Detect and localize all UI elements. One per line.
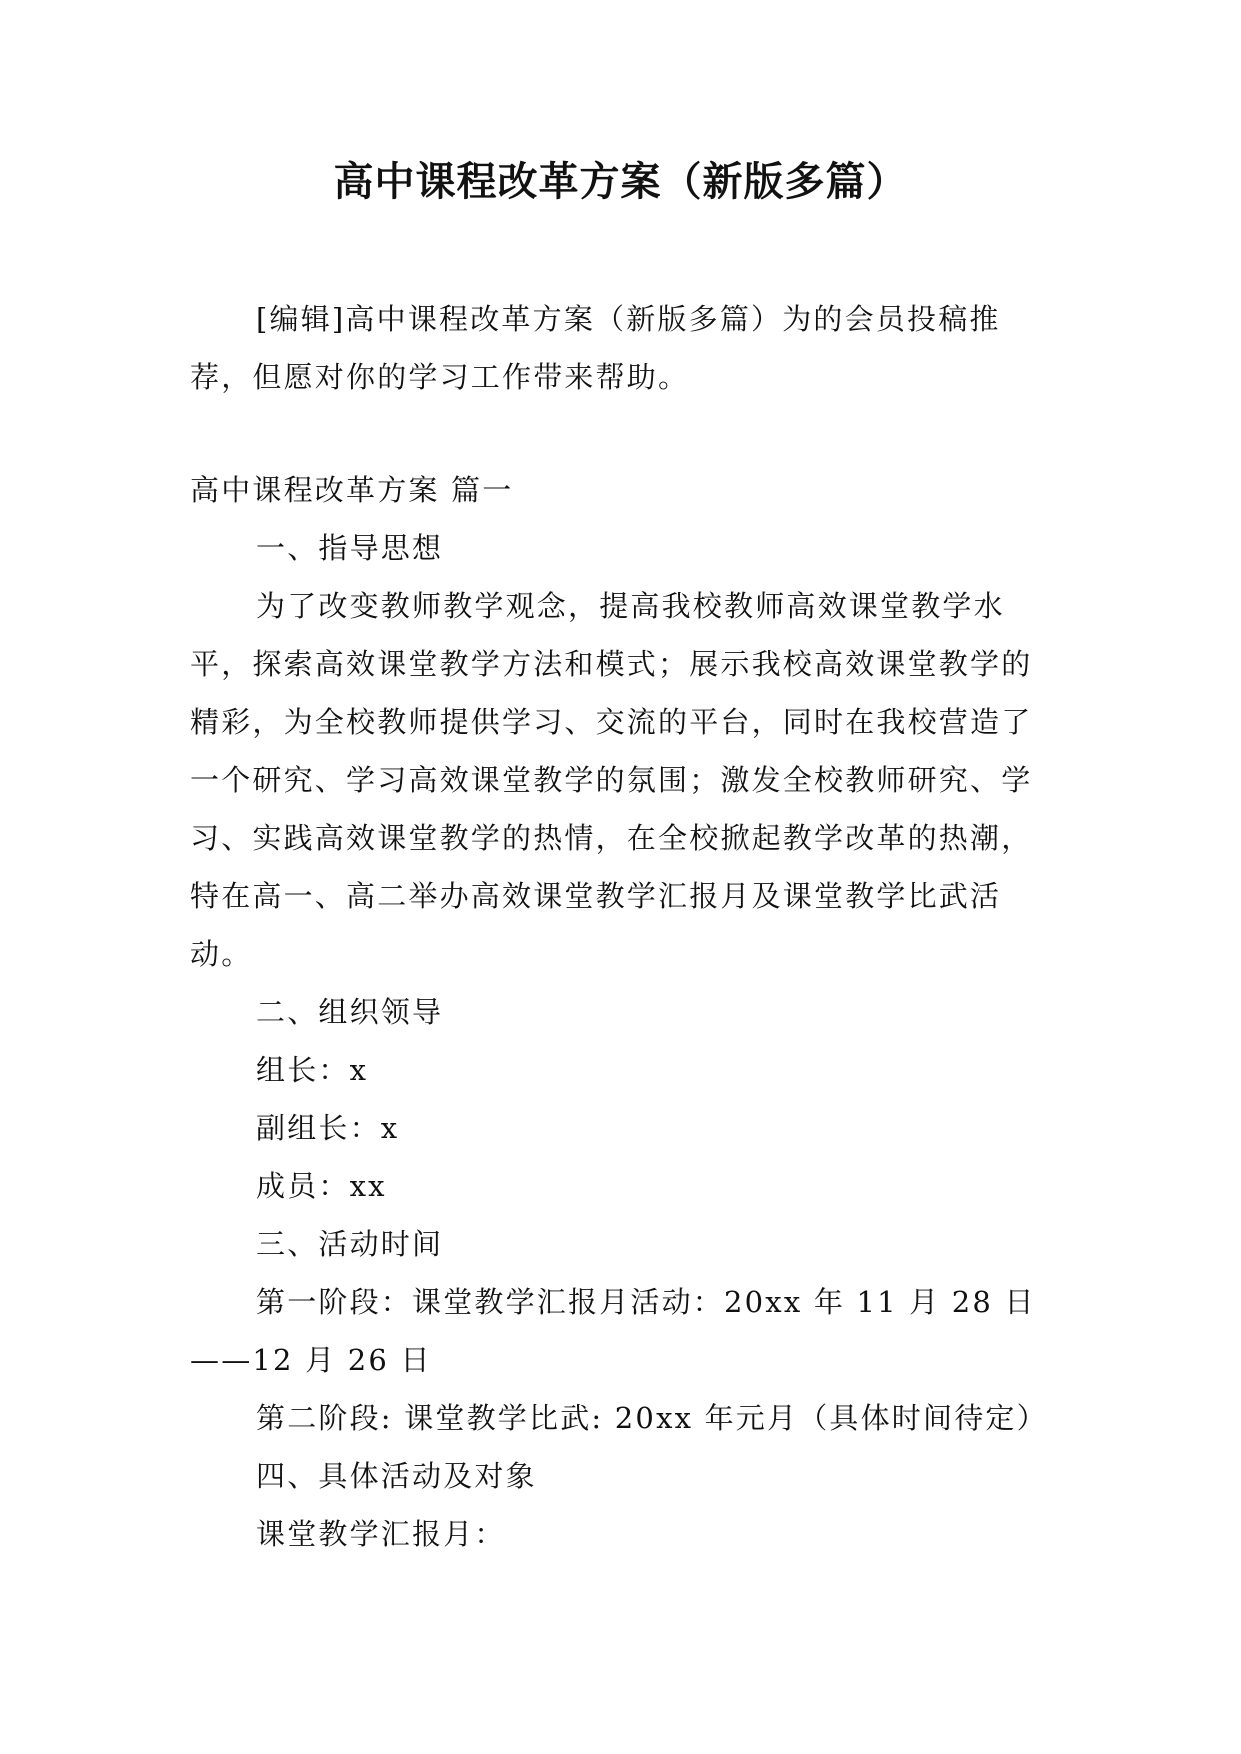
deputy-leader: 副组长：x — [256, 1111, 400, 1145]
intro-paragraph: [编辑]高中课程改革方案（新版多篇）为的会员投稿推荐，但愿对你的学习工作带来帮助。 — [190, 302, 1001, 394]
members: 成员：xx — [256, 1169, 387, 1203]
paragraph-guiding-ideology: 为了改变教师教学观念，提高我校教师高效课堂教学水平，探索高效课堂教学方法和模式；展示我校高效课堂教学的精彩，为全校教师提供学习、交流的平台，同时在我校营造了一个研究、学习高效课堂教学的氛围；激发全校教师研究、学习、实践高效课堂教学的热情，在全校掀起教学改革的热潮，特在高一、高二举办高效课堂教学汇报月及课堂教学比武活动。 — [190, 589, 1033, 971]
stage-one: 第一阶段：课堂教学汇报月活动：20xx 年 11 月 28 日——12 月 26 日 — [190, 1285, 1036, 1377]
intro-block — [190, 290, 1050, 406]
heading-organization: 二、组织领导 — [256, 995, 444, 1029]
heading-activities: 四、具体活动及对象 — [256, 1459, 537, 1493]
document-title: 高中课程改革方案（新版多篇） — [333, 159, 908, 205]
report-month: 课堂教学汇报月： — [256, 1517, 506, 1551]
heading-activity-time: 三、活动时间 — [256, 1227, 444, 1261]
document-body — [190, 461, 1050, 1563]
stage-two: 第二阶段: 课堂教学比武: 20xx 年元月（具体时间待定） — [256, 1401, 1048, 1435]
section-heading: 高中课程改革方案 篇一 — [190, 473, 514, 507]
heading-guiding-ideology: 一、指导思想 — [256, 531, 444, 565]
team-leader: 组长：x — [256, 1053, 369, 1087]
